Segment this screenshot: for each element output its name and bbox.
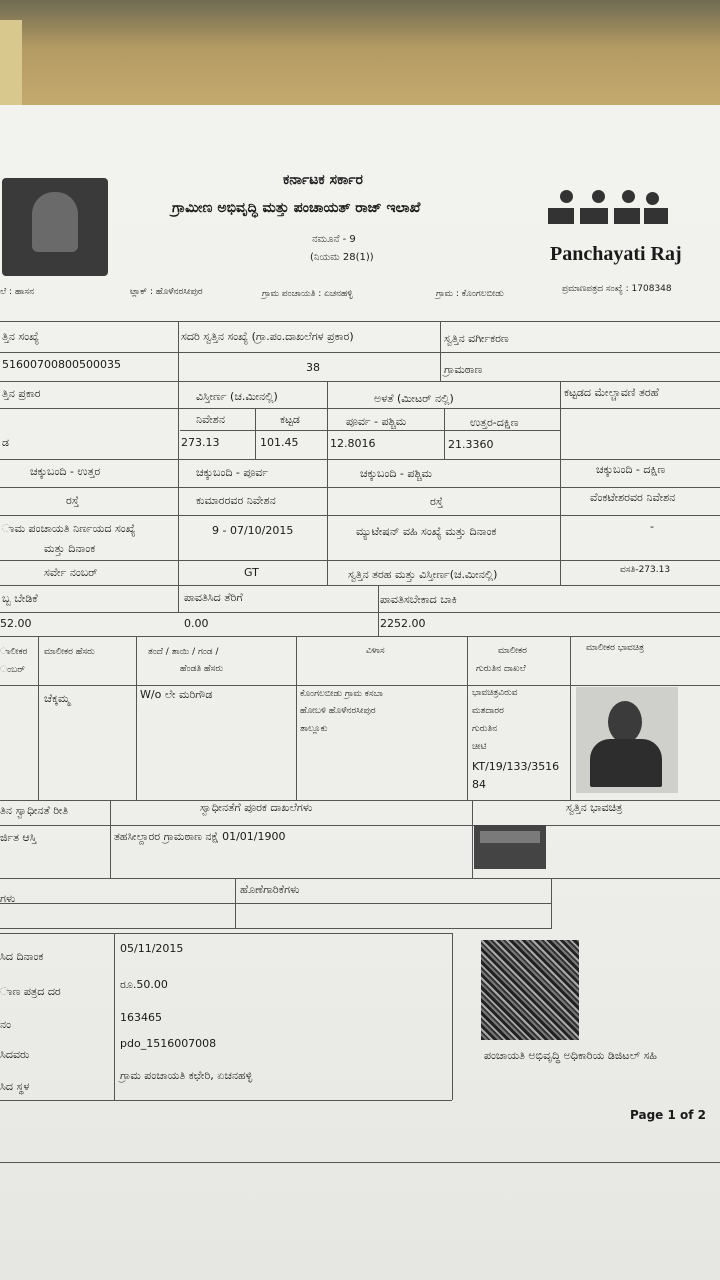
site-area-value: 273.13	[181, 436, 220, 449]
property-type-label: ತ್ತಿನ ಪ್ರಕಾರ	[2, 387, 41, 400]
table-rule	[114, 933, 115, 1100]
owner-id-5: KT/19/133/3516	[472, 760, 560, 773]
relation-header: ತಂದೆ / ತಾಯಿ / ಗಂಡ /	[148, 647, 219, 657]
property-photo	[474, 825, 546, 869]
taluk: ಟ್ಲಾಕ್ : ಹೊಳೆನರಸೀಪುರ	[130, 287, 203, 297]
owner-name-header: ಮಾಲೀಕರ ಹೆಸರು	[44, 647, 95, 657]
table-rule	[452, 933, 453, 1100]
table-rule	[180, 430, 560, 431]
fee-label: ಾಣ ಪತ್ರದ ದರ	[0, 985, 61, 998]
tax-demand-value: 52.00	[0, 617, 32, 630]
table-rule	[0, 381, 720, 382]
table-rule	[0, 933, 452, 934]
owner-id-2: ಮತದಾರರ	[472, 706, 504, 716]
dept-title: ಗ್ರಾಮೀಣ ಅಭಿವೃದ್ಧಿ ಮತ್ತು ಪಂಚಾಯತ್ ರಾಜ್ ಇಲಾಖೆ	[172, 200, 421, 216]
digital-signature-label: ಪಂಚಾಯತಿ ಅಭಿವೃದ್ಧಿ ಅಧಿಕಾರಿಯ ಡಿಜಿಟಲ್ ಸಹಿ	[484, 1049, 657, 1062]
form-number: ನಮೂನೆ - 9	[312, 234, 356, 245]
certificate-number: ಪ್ರಮಾಣಪತ್ರದ ಸಂಖ್ಯೆ : 1708348	[562, 284, 672, 294]
table-rule	[0, 560, 720, 561]
property-type-area-value: ವಸತಿ-273.13	[620, 565, 671, 575]
area-row-label: ಡ	[2, 436, 10, 449]
east-boundary-label: ಚಕ್ಕುಬಂದಿ - ಪೂರ್ವ	[196, 466, 269, 479]
owner-id-4: ಚೀಟಿ	[472, 742, 487, 752]
table-rule	[0, 825, 720, 826]
area-label: ವಿಸ್ತೀರ್ಣ (ಚ.ಮೀನಲ್ಲಿ)	[196, 390, 278, 403]
receipt-label: ನಂ	[0, 1018, 11, 1031]
mutation-value: -	[650, 520, 654, 533]
issue-date-label: ಸಿದ ದಿನಾಂಕ	[0, 950, 44, 963]
table-rule	[0, 612, 720, 613]
issue-date-value: 05/11/2015	[120, 942, 184, 955]
table-rule	[38, 636, 39, 800]
tax-demand-label: ಬ್ಬ ಬೇಡಿಕೆ	[2, 592, 38, 605]
page-number: Page 1 of 2	[630, 1108, 706, 1122]
owner-name: ಚೆಕ್ಕಮ್ಮ	[44, 692, 70, 705]
gov-title: ಕರ್ನಾಟಕ ಸರ್ಕಾರ	[283, 172, 363, 188]
east-boundary-value: ಕುಮಾರರವರ ನಿವೇಶನ	[196, 494, 276, 507]
table-rule	[0, 685, 720, 686]
issue-place-value: ಗ್ರಾಮ ಪಂಚಾಯತಿ ಕಛೇರಿ, ಏಚನಹಳ್ಳಿ	[120, 1069, 253, 1082]
table-rule	[110, 800, 111, 878]
owner-number-header-2: ಂಬರ್	[0, 665, 25, 675]
district: ಲೆ : ಹಾಸನ	[0, 287, 35, 297]
resolution-label-2: ಮತ್ತು ದಿನಾಂಕ	[44, 542, 96, 555]
receipt-value: 163465	[120, 1011, 162, 1024]
liabilities-label: ಹೊಣೆಗಾರಿಕೆಗಳು	[240, 883, 300, 896]
id-header: ಮಾಲೀಕರ	[498, 646, 527, 656]
west-boundary-label: ಚಕ್ಕುಬಂದಿ - ಪಶ್ಚಿಮ	[360, 467, 433, 480]
owner-id-6: 84	[472, 778, 486, 791]
survey-value: GT	[244, 566, 259, 579]
building-label: ಕಟ್ಟಡ	[280, 413, 300, 426]
resolution-value: 9 - 07/10/2015	[212, 524, 294, 537]
north-boundary-value: ರಸ್ತೆ	[66, 494, 80, 507]
acquisition-docs-label: ಸ್ವಾಧೀನತೆಗೆ ಪೂರಕ ದಾಖಲೆಗಳು	[200, 801, 313, 814]
village: ಗ್ರಾಮ : ಕೊಂಗಲಬೀಡು	[436, 289, 504, 299]
property-number-value: 51600700800500035	[2, 358, 121, 371]
table-rule	[570, 636, 571, 800]
table-rule	[0, 636, 720, 637]
owner-id-3: ಗುರುತಿನ	[472, 724, 498, 734]
property-type-area-label: ಸ್ವತ್ತಿನ ತರಹ ಮತ್ತು ವಿಸ್ತೀರ್ಣ(ಚ.ಮೀನಲ್ಲಿ)	[348, 568, 498, 581]
tax-balance-label: ಪಾವತಿಸಬೇಕಾದ ಬಾಕಿ	[380, 593, 457, 606]
owner-relation: W/o ಲೇ ಮರಿಗೌಡ	[140, 688, 213, 701]
acquisition-method-label: ತಿನ ಸ್ವಾಧೀನತೆ ರೀತಿ	[0, 804, 69, 817]
owner-photo	[576, 687, 678, 793]
owner-number-header: ಾಲೀಕರ	[0, 647, 28, 657]
gram-panchayat: ಗ್ರಾಮ ಪಂಚಾಯತಿ : ಏಚನಹಳ್ಳಿ	[262, 289, 353, 299]
tax-paid-value: 0.00	[184, 617, 209, 630]
table-rule	[560, 381, 561, 585]
table-rule	[255, 408, 256, 459]
table-rule	[378, 585, 379, 636]
relation-header-2: ಹೆಂಡತಿ ಹೆಸರು	[180, 664, 223, 674]
liabilities-left-label: ಗಳು	[0, 892, 16, 905]
old-number-label: ಸದರಿ ಸ್ವತ್ತಿನ ಸಂಖ್ಯೆ (ಗ್ರಾ.ಪಂ.ದಾಖಲೆಗಳ ಪ್ರಕಾರ)	[181, 330, 354, 343]
owner-photo-header: ಮಾಲೀಕರ ಭಾವಚಿತ್ರ	[586, 643, 645, 653]
property-number-label: ತ್ತಿನ ಸಂಖ್ಯೆ	[2, 330, 40, 343]
table-rule	[0, 408, 720, 409]
survey-label: ಸರ್ವೇ ನಂಬರ್	[44, 566, 98, 579]
issuer-label: ಸಿದವರು	[0, 1048, 30, 1061]
table-rule	[0, 585, 720, 586]
table-rule	[444, 408, 445, 459]
south-boundary-label: ಚಕ್ಕುಬಂದಿ - ದಕ್ಷಿಣ	[596, 463, 666, 476]
table-rule	[235, 878, 236, 928]
table-rule	[0, 459, 720, 460]
east-west-value: 12.8016	[330, 437, 376, 450]
table-rule	[178, 321, 179, 612]
footer-rule	[0, 1162, 720, 1163]
classification-value: ಗ್ರಾಮಠಾಣ	[444, 363, 483, 376]
site-label: ನಿವೇಶನ	[196, 413, 225, 426]
fee-value: ರೂ.50.00	[120, 978, 168, 991]
id-header-2: ಗುರುತಿನ ದಾಖಲೆ	[476, 664, 526, 674]
issue-place-label: ಸಿದ ಸ್ಥಳ	[0, 1080, 30, 1093]
table-rule	[0, 878, 720, 879]
table-rule	[0, 515, 720, 516]
mutation-label: ಮ್ಯುಟೇಷನ್ ವಹಿ ಸಂಖ್ಯೆ ಮತ್ತು ದಿನಾಂಕ	[356, 525, 497, 538]
tax-balance-value: 2252.00	[380, 617, 426, 630]
qr-code	[481, 940, 579, 1040]
table-rule	[0, 487, 720, 488]
table-rule	[0, 1100, 452, 1101]
table-rule	[296, 636, 297, 800]
owner-address-1: ಕೊಂಗಲಬೀಡು ಗ್ರಾಮ ಕಸಬಾ	[300, 689, 383, 699]
rule-reference: (ನಿಯಮ 28(1))	[310, 252, 374, 263]
north-south-label: ಉತ್ತರ-ದಕ್ಷಿಣ	[470, 416, 519, 429]
logo-text: Panchayati Raj	[550, 243, 682, 265]
measurement-label: ಅಳತೆ (ಮೀಟರ್ ನಲ್ಲಿ)	[374, 392, 454, 405]
table-rule	[467, 636, 468, 800]
tax-paid-label: ಪಾವತಿಸಿದ ತೆರಿಗೆ	[184, 591, 243, 604]
building-area-value: 101.45	[260, 436, 299, 449]
resolution-label: ಾಮ ಪಂಚಾಯತಿ ನಿರ್ಣಯದ ಸಂಖ್ಯೆ	[2, 522, 136, 535]
acquisition-method-value: ರ್ಜಿತ ಆಸ್ತಿ	[0, 831, 37, 844]
table-rule	[0, 352, 720, 353]
table-rule	[327, 381, 328, 585]
table-rule	[0, 321, 720, 322]
old-number-value: 38	[306, 361, 320, 374]
classification-label: ಸ್ವತ್ತಿನ ವರ್ಗೀಕರಣ	[444, 332, 509, 345]
north-south-value: 21.3360	[448, 438, 494, 451]
table-rule	[551, 878, 552, 928]
table-rule	[472, 800, 473, 878]
table-rule	[0, 903, 552, 904]
roof-type-label: ಕಟ್ಟಡದ ಮೇಲ್ಚಾವಣಿ ತರಹೆ	[564, 386, 659, 399]
karnataka-emblem-icon	[2, 178, 108, 276]
east-west-label: ಪೂರ್ವ - ಪಶ್ಚಿಮ	[346, 415, 407, 428]
acquisition-docs-value: ತಹಸೀಲ್ದಾರರ ಗ್ರಾಮಠಾಣ ನಕ್ಷೆ 01/01/1900	[114, 830, 286, 843]
background-surface	[0, 0, 720, 120]
table-rule	[0, 928, 552, 929]
south-boundary-value: ವೆಂಕಟೇಶರವರ ನಿವೇಶನ	[590, 491, 676, 504]
owner-id-1: ಭಾವಚಿತ್ರವಿರುವ	[472, 688, 518, 698]
table-rule	[136, 636, 137, 800]
north-boundary-label: ಚಕ್ಕುಬಂದಿ - ಉತ್ತರ	[30, 465, 101, 478]
table-rule	[440, 321, 441, 381]
owner-address-2: ಹೋಬಳಿ ಹೊಳೆನರಸೀಪುರ	[300, 706, 376, 716]
issuer-value: pdo_1516007008	[120, 1037, 217, 1050]
west-boundary-value: ರಸ್ತೆ	[430, 495, 444, 508]
owner-address-3: ತಾಲ್ಲೂಕು	[300, 724, 328, 734]
address-header: ವಿಳಾಸ	[366, 646, 385, 656]
property-photo-label: ಸ್ವತ್ತಿನ ಭಾವಚಿತ್ರ	[566, 801, 623, 814]
